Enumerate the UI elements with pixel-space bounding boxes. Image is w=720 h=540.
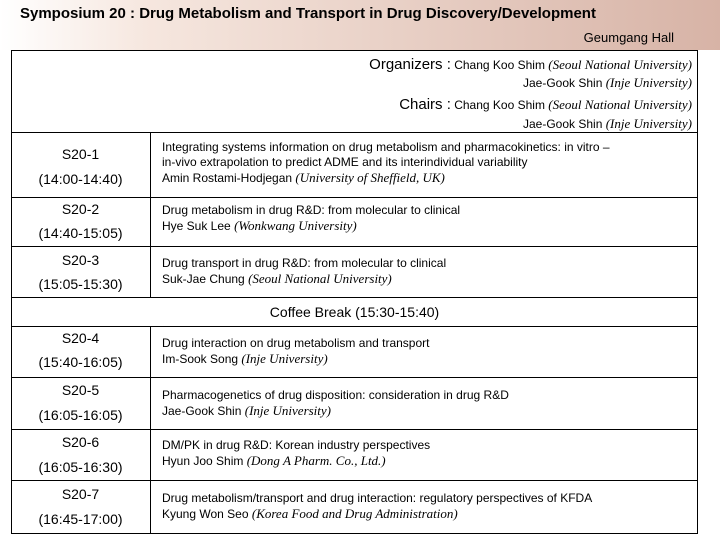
session-time: (15:05-15:30) xyxy=(38,276,123,292)
row-divider xyxy=(11,132,698,133)
organizers-line-2 xyxy=(523,75,692,91)
session-time: (14:00-14:40) xyxy=(38,171,123,187)
speaker-name: Kyung Won Seo xyxy=(162,507,249,521)
talk-title-line: Drug transport in drug R&D: from molecular to clinical xyxy=(162,256,447,270)
organizer-affiliation: (Inje University) xyxy=(605,75,692,90)
speaker-affiliation: (Wonkwang University) xyxy=(234,218,357,233)
coffee-break: Coffee Break (15:30-15:40) xyxy=(269,304,440,320)
talk-title-line: Pharmacogenetics of drug disposition: consideration in drug R&D xyxy=(162,388,509,402)
session-time: (15:40-16:05) xyxy=(38,354,123,370)
venue-label: Geumgang Hall xyxy=(583,30,674,45)
organizer-affiliation: (Seoul National University) xyxy=(548,57,692,72)
session-time: (16:05-16:30) xyxy=(38,459,123,475)
chair-name: Jae-Gook Shin xyxy=(522,117,603,131)
row-divider xyxy=(11,480,698,481)
speaker-affiliation: (University of Sheffield, UK) xyxy=(295,170,445,185)
session-code: S20-5 xyxy=(61,382,100,398)
session-code: S20-4 xyxy=(61,330,100,346)
organizer-name: Jae-Gook Shin xyxy=(522,76,603,90)
session-talk xyxy=(162,256,692,287)
session-time: (16:05-16:05) xyxy=(38,407,123,423)
page-title: Symposium 20 : Drug Metabolism and Transport in Drug Discovery/Development xyxy=(20,5,596,22)
column-divider xyxy=(150,326,151,534)
talk-title-line: DM/PK in drug R&D: Korean industry perspectives xyxy=(162,438,431,452)
session-talk xyxy=(162,203,692,234)
speaker-name: Suk-Jae Chung xyxy=(162,272,245,286)
talk-title-line: Integrating systems information on drug metabolism and pharmacokinetics: in vitro – xyxy=(162,140,610,154)
speaker-affiliation: (Inje University) xyxy=(244,403,332,418)
row-divider xyxy=(11,377,698,378)
speaker-name: Im-Sook Song xyxy=(162,352,239,366)
column-divider xyxy=(150,132,151,297)
chair-affiliation: (Inje University) xyxy=(605,116,692,131)
row-divider xyxy=(11,326,698,327)
session-time: (14:40-15:05) xyxy=(38,225,123,241)
session-code: S20-3 xyxy=(61,252,100,268)
chairs-label: Chairs : xyxy=(399,96,451,113)
speaker-affiliation: (Inje University) xyxy=(241,351,328,366)
session-code: S20-2 xyxy=(61,201,100,217)
speaker-affiliation: (Korea Food and Drug Administration) xyxy=(251,506,458,521)
talk-title-line: Drug metabolism/transport and drug interaction: regulatory perspectives of KFDA xyxy=(162,491,593,505)
session-time: (16:45-17:00) xyxy=(38,511,123,527)
speaker-name: Hye Suk Lee xyxy=(162,219,231,233)
session-talk xyxy=(162,336,692,367)
session-code: S20-7 xyxy=(61,486,100,502)
speaker-name: Jae-Gook Shin xyxy=(162,404,242,418)
row-divider xyxy=(11,429,698,430)
row-divider xyxy=(11,197,698,198)
speaker-affiliation: (Seoul National University) xyxy=(248,271,392,286)
session-talk xyxy=(162,140,692,186)
chairs-line-1 xyxy=(399,96,692,113)
speaker-affiliation: (Dong A Pharm. Co., Ltd.) xyxy=(246,453,386,468)
talk-title-line: Drug interaction on drug metabolism and transport xyxy=(162,336,430,350)
chair-name: Chang Koo Shim xyxy=(454,98,545,112)
talk-title-line: in-vivo extrapolation to predict ADME and its interindividual variability xyxy=(162,155,528,169)
row-divider xyxy=(11,246,698,247)
organizers-line-1 xyxy=(369,56,692,73)
session-code: S20-6 xyxy=(61,434,100,450)
session-talk xyxy=(162,491,692,522)
session-code: S20-1 xyxy=(61,146,100,162)
chairs-line-2 xyxy=(523,116,692,132)
organizer-name: Chang Koo Shim xyxy=(454,58,545,72)
chair-affiliation: (Seoul National University) xyxy=(548,97,692,112)
talk-title-line: Drug metabolism in drug R&D: from molecular to clinical xyxy=(162,203,461,217)
organizers-label: Organizers : xyxy=(369,56,451,73)
speaker-name: Amin Rostami-Hodjegan xyxy=(162,171,293,185)
session-talk xyxy=(162,388,692,419)
speaker-name: Hyun Joo Shim xyxy=(162,454,244,468)
row-divider xyxy=(11,297,698,298)
session-talk xyxy=(162,438,692,469)
